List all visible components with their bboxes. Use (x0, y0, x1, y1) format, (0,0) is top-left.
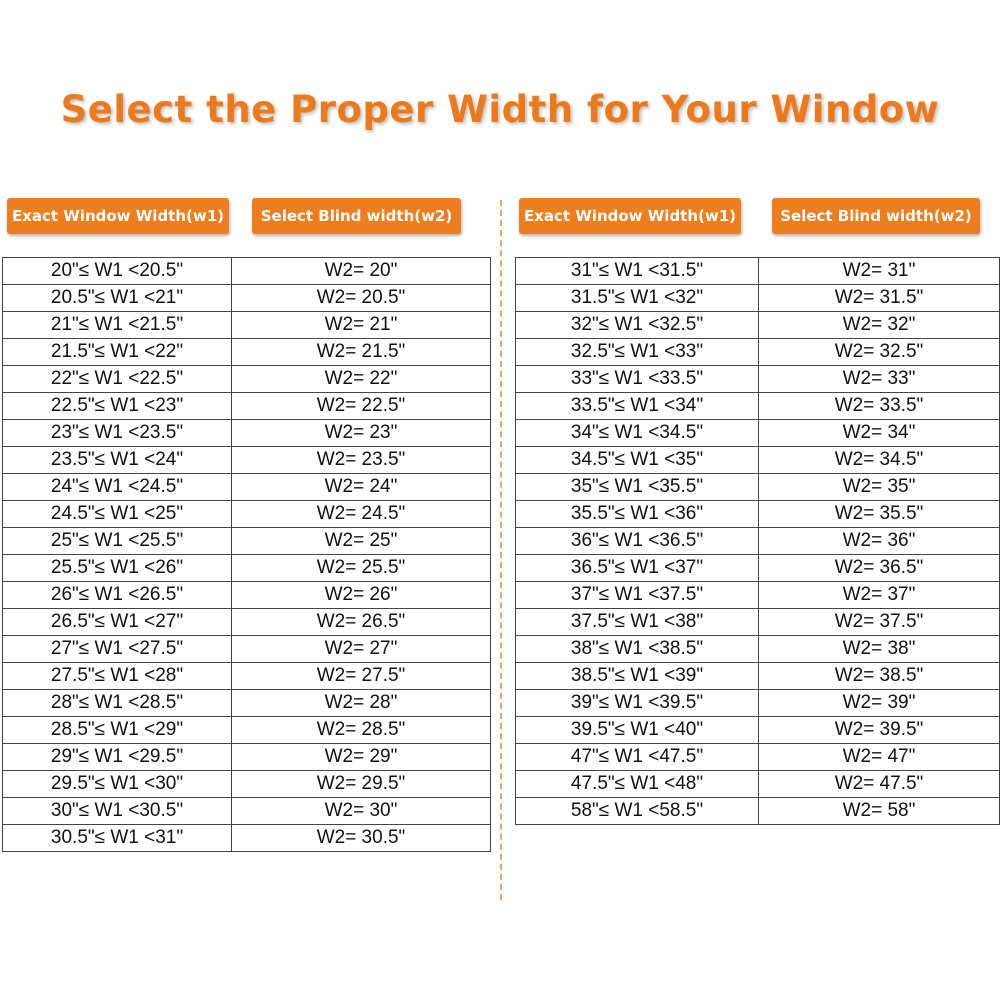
table-row (516, 312, 1000, 339)
table-row (3, 366, 491, 393)
window-width-range-cell: 33"≤ W1 <33.5" (516, 366, 759, 393)
table-row (516, 339, 1000, 366)
blind-width-cell: W2= 36.5" (759, 555, 1000, 582)
table-row (3, 690, 491, 717)
blind-width-cell: W2= 28.5" (232, 717, 491, 744)
table-row (3, 555, 491, 582)
window-width-range-cell: 20"≤ W1 <20.5" (3, 258, 232, 285)
blind-width-cell: W2= 23.5" (232, 447, 491, 474)
window-width-range-cell: 21.5"≤ W1 <22" (3, 339, 232, 366)
blind-width-cell: W2= 27" (232, 636, 491, 663)
table-row (3, 420, 491, 447)
table-row (3, 663, 491, 690)
window-width-range-cell: 47.5"≤ W1 <48" (516, 771, 759, 798)
blind-width-cell: W2= 20" (232, 258, 491, 285)
window-width-range-cell: 29.5"≤ W1 <30" (3, 771, 232, 798)
blind-width-cell: W2= 39.5" (759, 717, 1000, 744)
table-row (3, 609, 491, 636)
window-width-range-cell: 39.5"≤ W1 <40" (516, 717, 759, 744)
left-header-select-blind-width: Select Blind width(w2) (252, 198, 461, 234)
window-width-range-cell: 23"≤ W1 <23.5" (3, 420, 232, 447)
window-width-range-cell: 58"≤ W1 <58.5" (516, 798, 759, 825)
blind-width-cell: W2= 22.5" (232, 393, 491, 420)
window-width-range-cell: 27"≤ W1 <27.5" (3, 636, 232, 663)
window-width-range-cell: 35"≤ W1 <35.5" (516, 474, 759, 501)
table-row (516, 528, 1000, 555)
window-width-range-cell: 28"≤ W1 <28.5" (3, 690, 232, 717)
blind-width-cell: W2= 30" (232, 798, 491, 825)
window-width-range-cell: 31"≤ W1 <31.5" (516, 258, 759, 285)
blind-width-cell: W2= 39" (759, 690, 1000, 717)
window-width-range-cell: 23.5"≤ W1 <24" (3, 447, 232, 474)
table-row (516, 609, 1000, 636)
window-width-range-cell: 25.5"≤ W1 <26" (3, 555, 232, 582)
window-width-range-cell: 32"≤ W1 <32.5" (516, 312, 759, 339)
table-row (516, 636, 1000, 663)
blind-width-cell: W2= 31" (759, 258, 1000, 285)
window-width-range-cell: 39"≤ W1 <39.5" (516, 690, 759, 717)
blind-width-cell: W2= 34" (759, 420, 1000, 447)
blind-width-cell: W2= 29.5" (232, 771, 491, 798)
blind-width-cell: W2= 21.5" (232, 339, 491, 366)
window-width-range-cell: 26"≤ W1 <26.5" (3, 582, 232, 609)
blind-width-cell: W2= 36" (759, 528, 1000, 555)
blind-width-cell: W2= 37" (759, 582, 1000, 609)
window-width-range-cell: 22.5"≤ W1 <23" (3, 393, 232, 420)
blind-width-cell: W2= 29" (232, 744, 491, 771)
table-row (3, 717, 491, 744)
window-width-range-cell: 34.5"≤ W1 <35" (516, 447, 759, 474)
table-row (3, 339, 491, 366)
window-width-range-cell: 29"≤ W1 <29.5" (3, 744, 232, 771)
blind-width-cell: W2= 31.5" (759, 285, 1000, 312)
left-header-exact-window-width: Exact Window Width(w1) (7, 198, 229, 234)
blind-width-cell: W2= 28" (232, 690, 491, 717)
right-size-table (515, 257, 1000, 825)
window-width-range-cell: 25"≤ W1 <25.5" (3, 528, 232, 555)
blind-width-cell: W2= 32.5" (759, 339, 1000, 366)
blind-width-cell: W2= 26.5" (232, 609, 491, 636)
window-width-range-cell: 34"≤ W1 <34.5" (516, 420, 759, 447)
window-width-range-cell: 35.5"≤ W1 <36" (516, 501, 759, 528)
blind-width-cell: W2= 32" (759, 312, 1000, 339)
blind-width-cell: W2= 24" (232, 474, 491, 501)
table-row (516, 771, 1000, 798)
window-width-range-cell: 21"≤ W1 <21.5" (3, 312, 232, 339)
table-row (516, 663, 1000, 690)
blind-width-cell: W2= 26" (232, 582, 491, 609)
table-row (516, 420, 1000, 447)
table-row (3, 474, 491, 501)
window-width-range-cell: 30"≤ W1 <30.5" (3, 798, 232, 825)
table-row (3, 825, 491, 852)
table-row (3, 528, 491, 555)
blind-width-cell: W2= 47" (759, 744, 1000, 771)
blind-width-cell: W2= 35.5" (759, 501, 1000, 528)
table-row (3, 393, 491, 420)
blind-width-cell: W2= 35" (759, 474, 1000, 501)
blind-width-cell: W2= 25" (232, 528, 491, 555)
blind-width-cell: W2= 58" (759, 798, 1000, 825)
table-row (3, 771, 491, 798)
table-row (3, 798, 491, 825)
table-row (516, 798, 1000, 825)
window-width-range-cell: 38.5"≤ W1 <39" (516, 663, 759, 690)
window-width-range-cell: 47"≤ W1 <47.5" (516, 744, 759, 771)
table-row (516, 474, 1000, 501)
table-row (516, 366, 1000, 393)
table-row (516, 744, 1000, 771)
blind-width-cell: W2= 30.5" (232, 825, 491, 852)
table-row (516, 285, 1000, 312)
page-title: Select the Proper Width for Your Window (60, 88, 940, 131)
blind-width-cell: W2= 24.5" (232, 501, 491, 528)
table-row (3, 285, 491, 312)
right-header-exact-window-width: Exact Window Width(w1) (519, 198, 741, 234)
window-width-range-cell: 32.5"≤ W1 <33" (516, 339, 759, 366)
blind-width-cell: W2= 47.5" (759, 771, 1000, 798)
right-header-select-blind-width: Select Blind width(w2) (772, 198, 980, 234)
table-row (516, 393, 1000, 420)
blind-width-cell: W2= 38.5" (759, 663, 1000, 690)
window-width-range-cell: 31.5"≤ W1 <32" (516, 285, 759, 312)
table-row (3, 636, 491, 663)
table-row (3, 258, 491, 285)
window-width-range-cell: 22"≤ W1 <22.5" (3, 366, 232, 393)
window-width-range-cell: 28.5"≤ W1 <29" (3, 717, 232, 744)
blind-width-cell: W2= 23" (232, 420, 491, 447)
blind-width-cell: W2= 33.5" (759, 393, 1000, 420)
table-row (3, 744, 491, 771)
window-width-range-cell: 20.5"≤ W1 <21" (3, 285, 232, 312)
table-row (516, 690, 1000, 717)
table-row (516, 501, 1000, 528)
table-row (3, 501, 491, 528)
left-size-table (2, 257, 491, 852)
blind-width-cell: W2= 25.5" (232, 555, 491, 582)
window-width-range-cell: 36"≤ W1 <36.5" (516, 528, 759, 555)
table-row (3, 582, 491, 609)
window-width-range-cell: 24"≤ W1 <24.5" (3, 474, 232, 501)
table-row (516, 582, 1000, 609)
window-width-range-cell: 36.5"≤ W1 <37" (516, 555, 759, 582)
table-row (516, 258, 1000, 285)
blind-width-cell: W2= 33" (759, 366, 1000, 393)
window-width-range-cell: 30.5"≤ W1 <31" (3, 825, 232, 852)
table-row (516, 447, 1000, 474)
window-width-range-cell: 38"≤ W1 <38.5" (516, 636, 759, 663)
table-row (3, 447, 491, 474)
table-row (3, 312, 491, 339)
blind-width-cell: W2= 21" (232, 312, 491, 339)
blind-width-cell: W2= 38" (759, 636, 1000, 663)
window-width-range-cell: 24.5"≤ W1 <25" (3, 501, 232, 528)
blind-width-cell: W2= 22" (232, 366, 491, 393)
blind-width-cell: W2= 34.5" (759, 447, 1000, 474)
table-row (516, 555, 1000, 582)
window-width-range-cell: 26.5"≤ W1 <27" (3, 609, 232, 636)
window-width-range-cell: 27.5"≤ W1 <28" (3, 663, 232, 690)
window-width-range-cell: 33.5"≤ W1 <34" (516, 393, 759, 420)
blind-width-cell: W2= 37.5" (759, 609, 1000, 636)
blind-width-cell: W2= 27.5" (232, 663, 491, 690)
window-width-range-cell: 37.5"≤ W1 <38" (516, 609, 759, 636)
blind-width-cell: W2= 20.5" (232, 285, 491, 312)
window-width-range-cell: 37"≤ W1 <37.5" (516, 582, 759, 609)
table-row (516, 717, 1000, 744)
column-divider (500, 200, 502, 900)
